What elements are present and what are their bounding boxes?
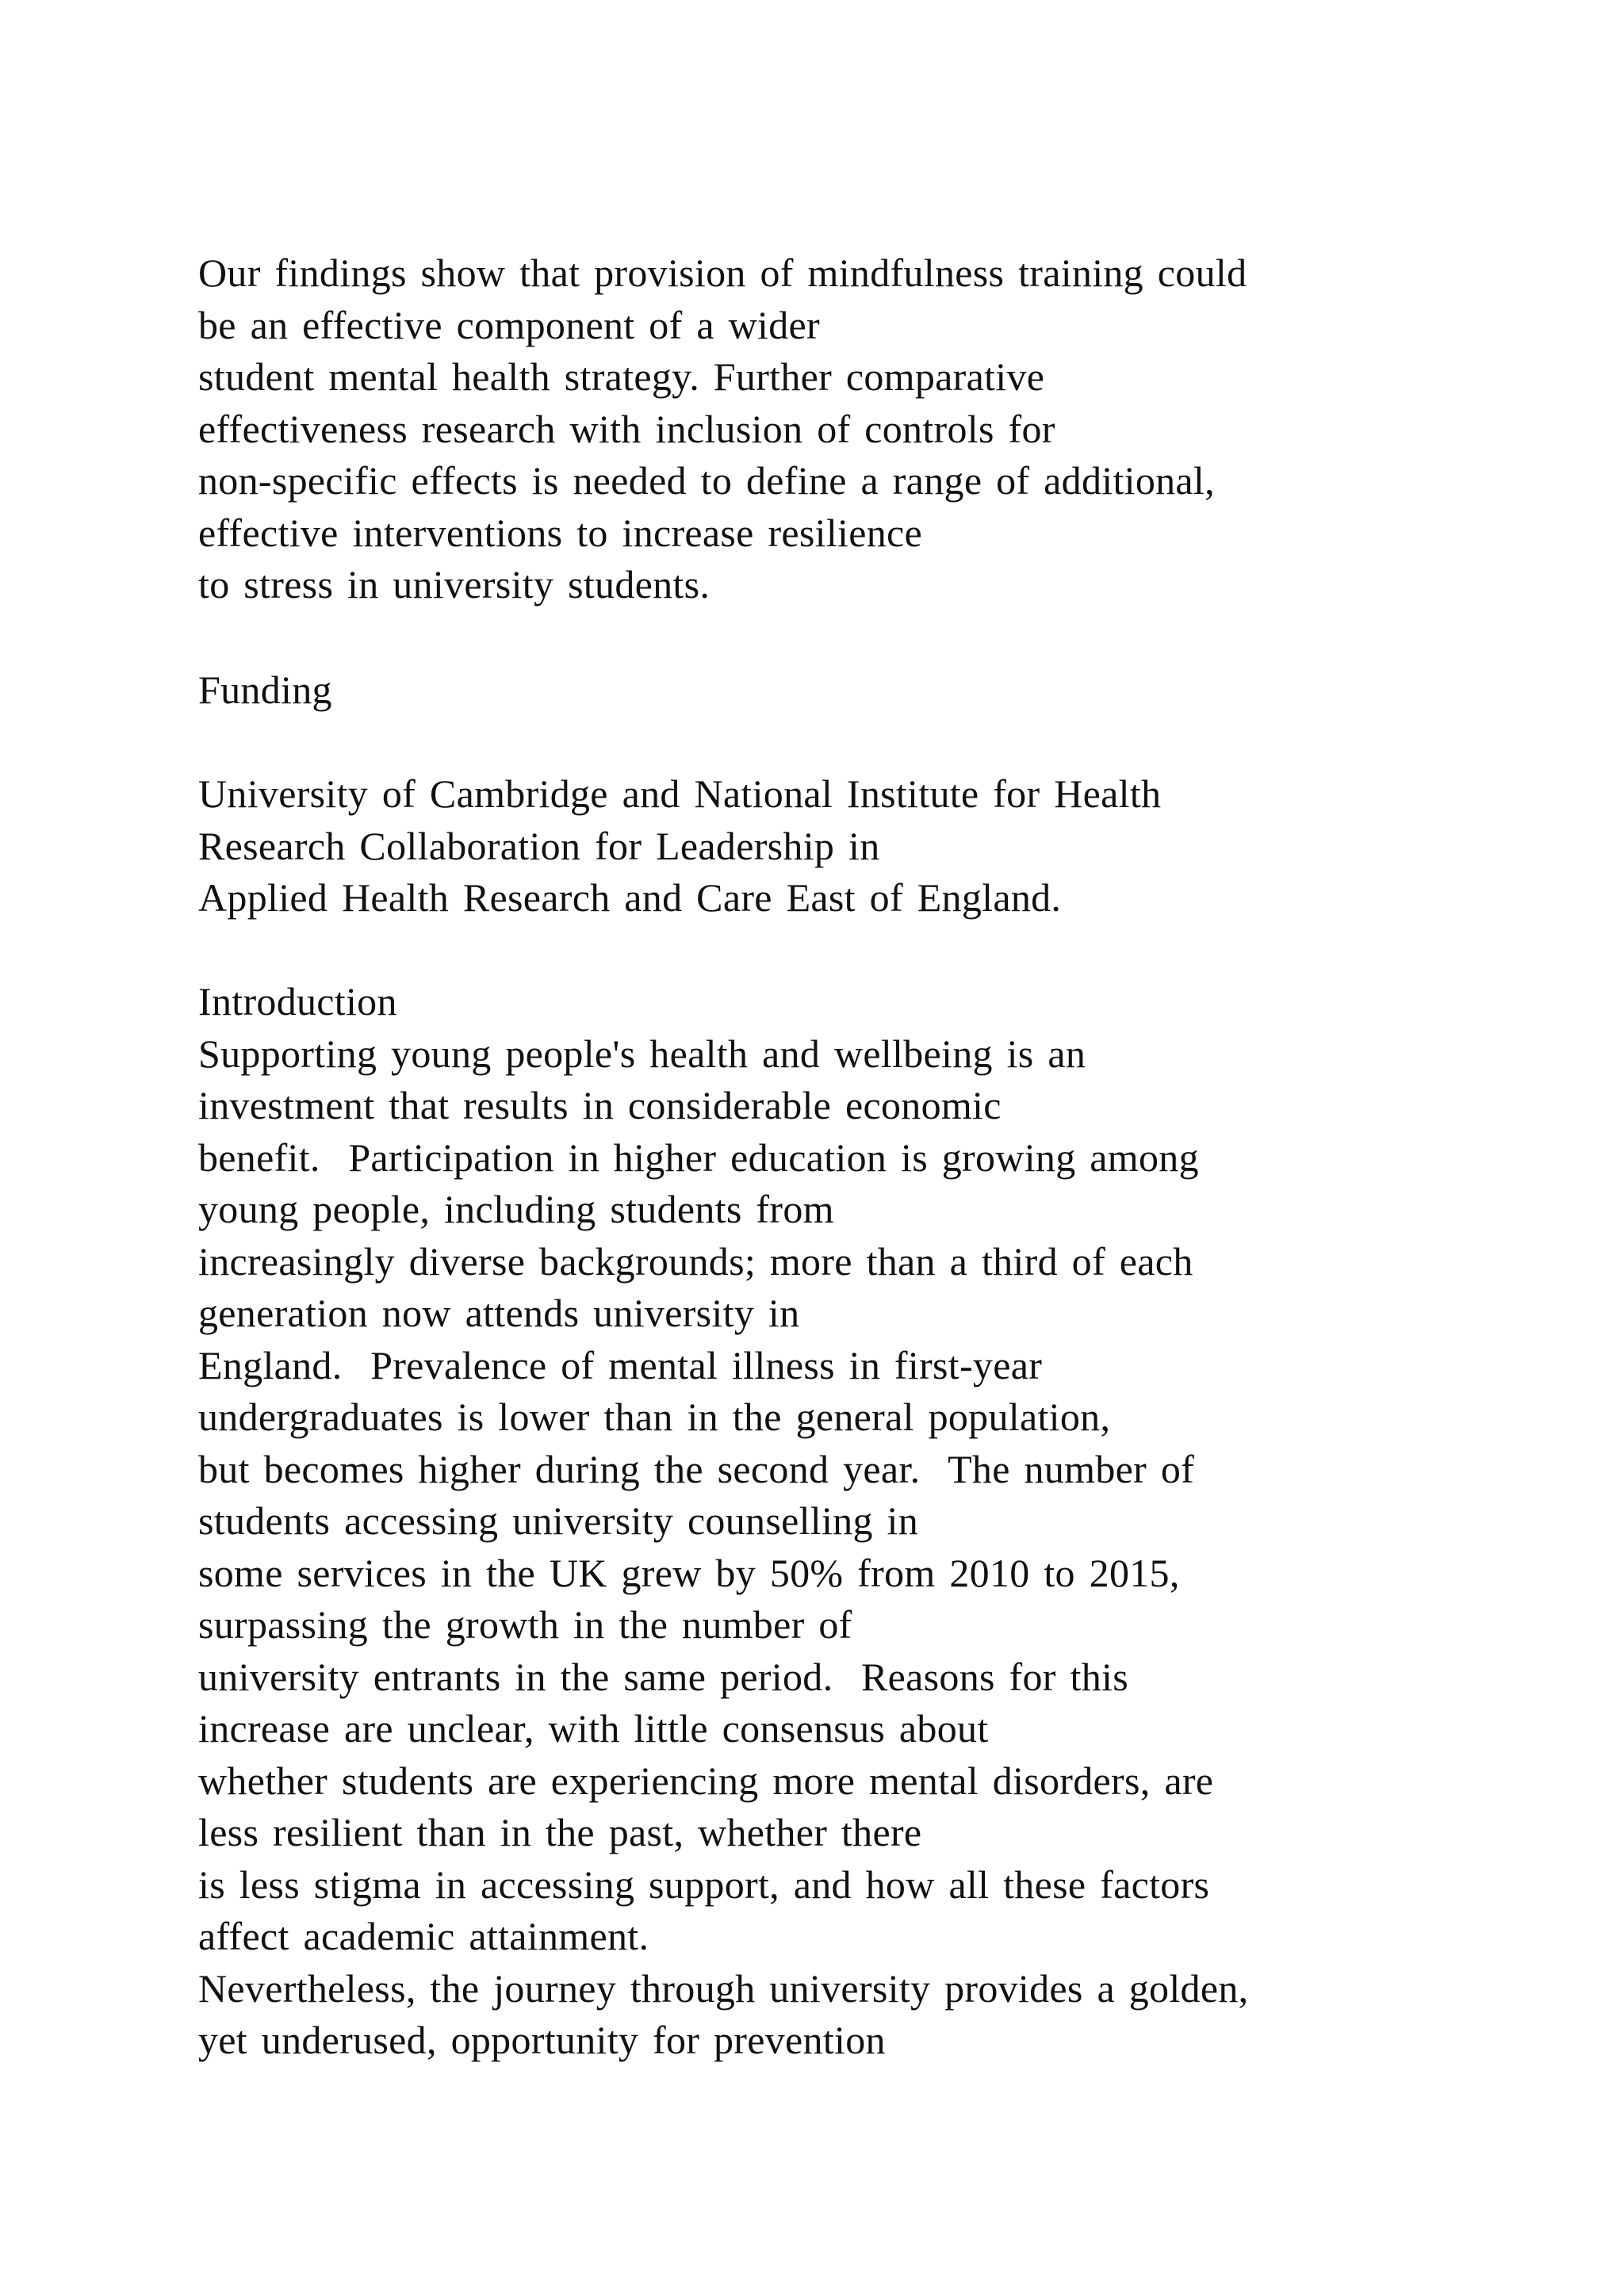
text-line: effective interventions to increase resilience	[198, 510, 923, 555]
text-line: Nevertheless, the journey through university provides a golden,	[198, 1965, 1249, 2011]
text-line: Supporting young people's health and wellbeing is an	[198, 1031, 1086, 1076]
text-line: increasingly diverse backgrounds; more than a third of each	[198, 1238, 1193, 1284]
text-line: England. Prevalence of mental illness in first-year	[198, 1342, 1043, 1387]
text-line: investment that results in considerable economic	[198, 1083, 1002, 1127]
text-line: benefit. Participation in higher education is growing among	[198, 1135, 1199, 1180]
text-line: some services in the UK grew by 50% from 2010 to 2015,	[198, 1550, 1180, 1595]
text-line: Research Collaboration for Leadership in	[198, 823, 880, 868]
text-line: increase are unclear, with little consensus about	[198, 1706, 989, 1751]
text-line: affect academic attainment.	[198, 1914, 649, 1958]
text-line: students accessing university counselling in	[198, 1498, 919, 1543]
text-line: but becomes higher during the second year. The number of	[198, 1446, 1195, 1491]
text-line: is less stigma in accessing support, and how all these factors	[198, 1862, 1210, 1907]
text-line: young people, including students from	[198, 1187, 834, 1231]
text-line: surpassing the growth in the number of	[198, 1602, 852, 1647]
introduction-section	[198, 976, 1562, 2067]
funding-heading	[198, 664, 1562, 717]
text-line: University of Cambridge and National Institute for Health	[198, 771, 1162, 816]
text-line: effectiveness research with inclusion of controls for	[198, 406, 1055, 451]
text-line: undergraduates is lower than in the general population,	[198, 1395, 1111, 1439]
section-heading: Funding	[198, 668, 332, 712]
text-line: whether students are experiencing more mental disorders, are	[198, 1758, 1214, 1803]
text-line: be an effective component of a wider	[198, 302, 820, 347]
text-line: university entrants in the same period. Reasons for this	[198, 1654, 1128, 1699]
text-line: Applied Health Research and Care East of England.	[198, 875, 1062, 920]
text-line: to stress in university students.	[198, 562, 710, 607]
text-line: generation now attends university in	[198, 1291, 800, 1335]
text-line: non-specific effects is needed to define a range of additional,	[198, 458, 1215, 503]
text-line: student mental health strategy. Further comparative	[198, 354, 1045, 399]
findings-paragraph	[198, 247, 1562, 611]
funding-paragraph	[198, 768, 1562, 924]
text-line: less resilient than in the past, whether there	[198, 1810, 922, 1854]
text-line: Our findings show that provision of mindfulness training could	[198, 251, 1247, 295]
section-heading: Introduction	[198, 979, 397, 1024]
text-line: yet underused, opportunity for prevention	[198, 2018, 886, 2062]
